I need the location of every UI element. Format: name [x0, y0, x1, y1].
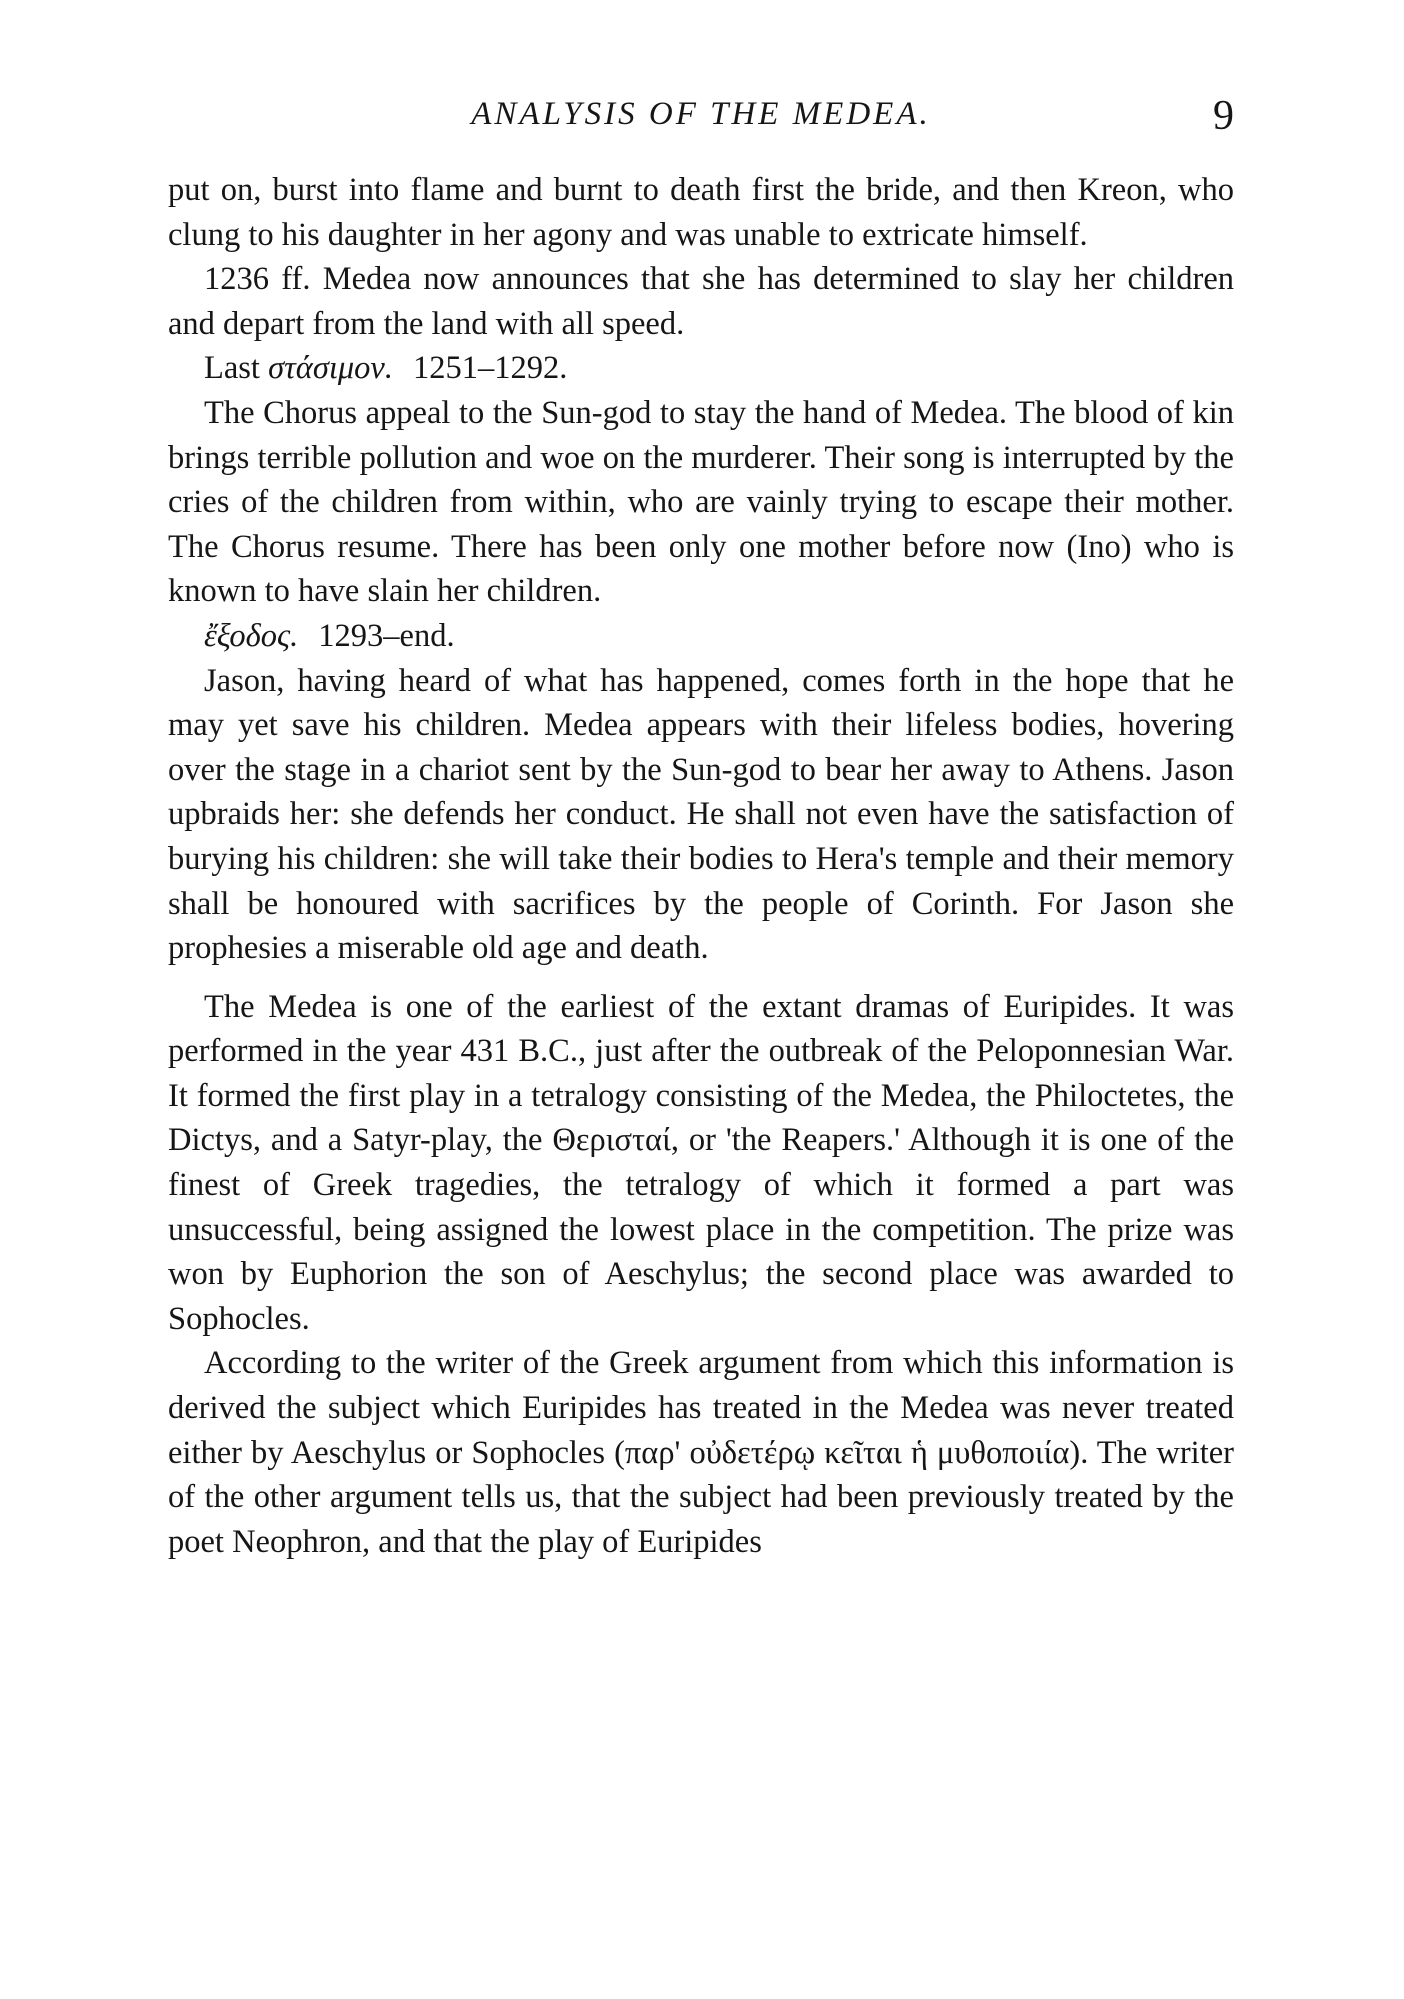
paragraph-medea-announces: 1236 ff. Medea now announces that she has determined to slay her children and depart from the land with all speed. — [168, 261, 1234, 342]
page-number: 9 — [1213, 93, 1234, 139]
heading-greek: στάσιμον. — [268, 350, 393, 387]
paragraph-greek-argument: According to the writer of the Greek argument from which this information is derived the subject which Euripides has treated in the Medea was never treated either by Aeschylus or Sophocles (παρ' οὐδετέρῳ κεῖται ἡ μυθοποιία). The writer of the other argument tells us, that the subject had been previously treated by the poet Neophron, and that the play of Euripides — [168, 1345, 1234, 1560]
section-heading-exodos — [168, 614, 1234, 659]
body-text — [168, 168, 1234, 1564]
paragraph-jason: Jason, having heard of what has happened, comes forth in the hope that he may yet save his children. Medea appears with their lifeless bodies, hovering over the stage in a chariot sent by the Sun-god to bear her away to Athens. Jason upbraids her: she defends her conduct. He shall not even have the satisfaction of burying his children: she will take their bodies to Hera's temple and their memory shall be honoured with sacrifices by the people of Corinth. For Jason she prophesies a miserable old age and death. — [168, 662, 1234, 967]
section-heading-last-stasimon — [168, 346, 1234, 391]
heading-line-range: 1251–1292. — [412, 350, 568, 387]
heading-line-range: 1293–end. — [318, 617, 455, 654]
running-title: ANALYSIS OF THE MEDEA. — [471, 96, 931, 132]
paragraph-medea-earliest: The Medea is one of the earliest of the extant dramas of Euripides. It was performed in the year 431 B.C., just after the outbreak of the Peloponnesian War. It formed the first play in a tetralogy consisting of the Medea, the Philoctetes, the Dictys, and a Satyr-play, the Θερισταί, or 'the Reapers.' Although it is one of the finest of Greek tragedies, the tetralogy of which it formed a part was unsuccessful, being assigned the lowest place in the competition. The prize was won by Euphorion the son of Aeschylus; the second place was awarded to Sophocles. — [168, 988, 1234, 1337]
heading-greek: ἔξοδος. — [204, 617, 299, 654]
running-head — [168, 92, 1234, 144]
paragraph-continuation: put on, burst into flame and burnt to death first the bride, and then Kreon, who clung to his daughter in her agony and was unable to extricate himself. — [168, 172, 1234, 253]
paragraph-chorus-appeal: The Chorus appeal to the Sun-god to stay the hand of Medea. The blood of kin brings terrible pollution and woe on the murderer. Their song is interrupted by the cries of the children from within, who are vainly trying to escape their mother. The Chorus resume. There has been only one mother before now (Ino) who is known to have slain her children. — [168, 394, 1234, 610]
heading-label: Last — [204, 350, 260, 387]
